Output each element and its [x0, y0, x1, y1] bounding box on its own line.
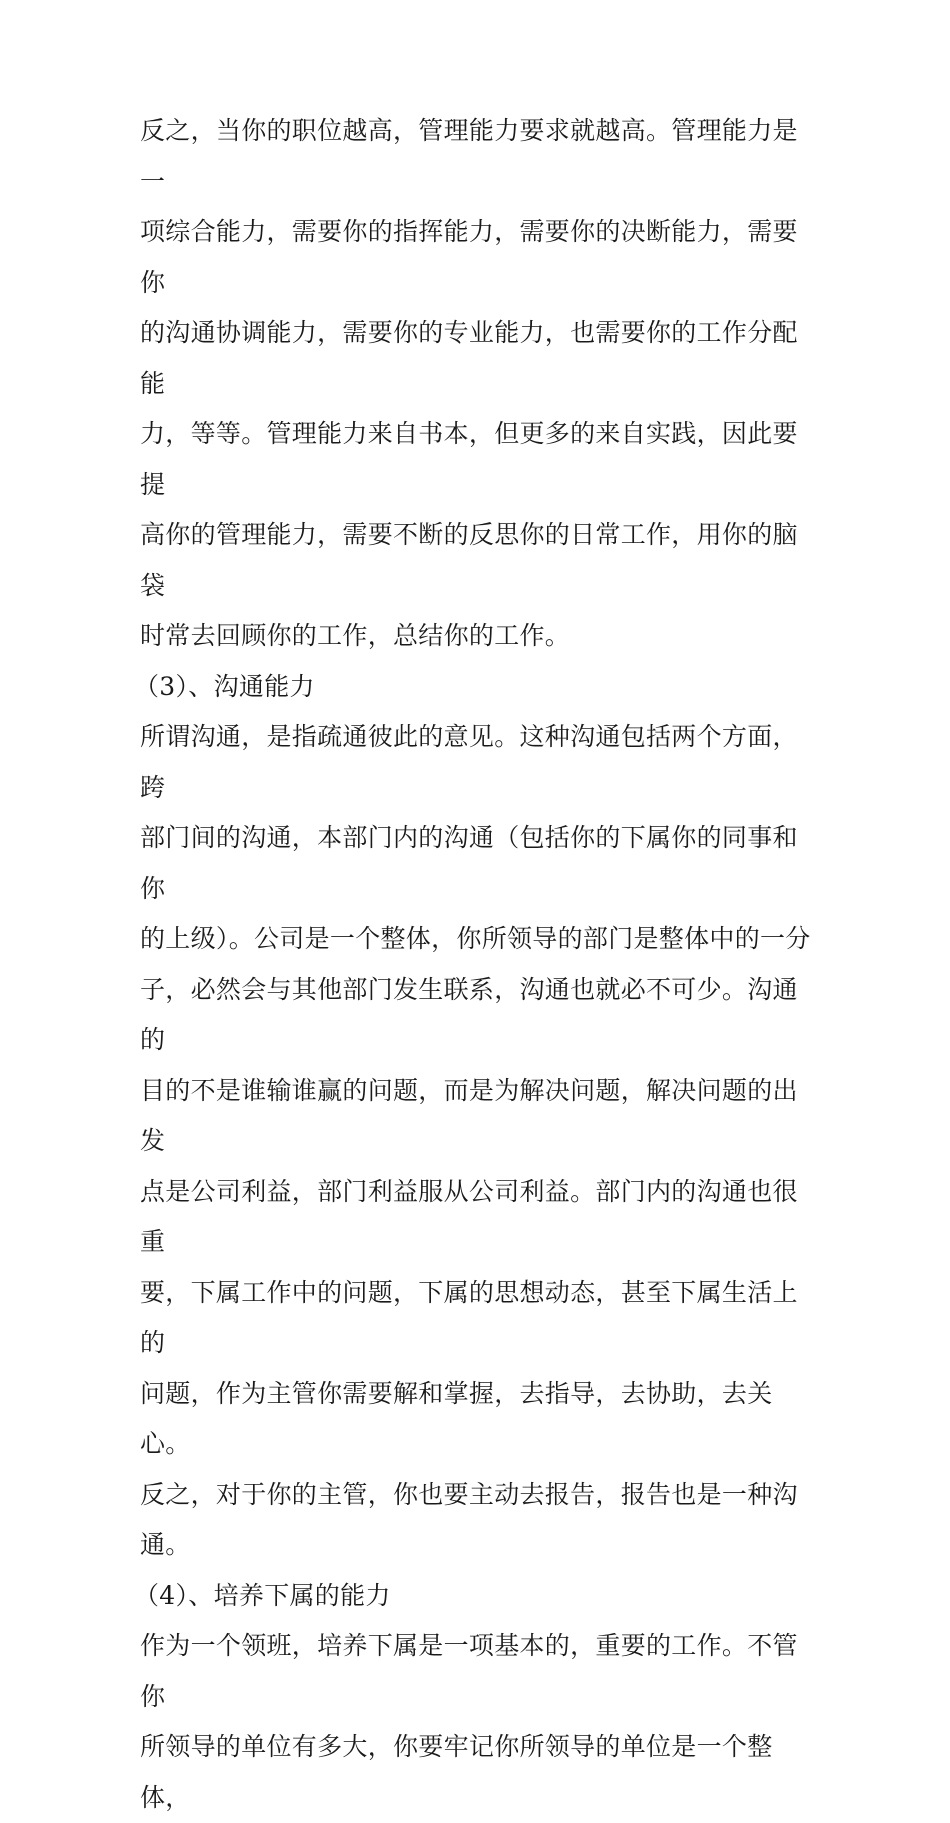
document-body	[134, 106, 820, 1823]
text-line: 目的不是谁输谁赢的问题，而是为解决问题，解决问题的出发	[140, 1075, 798, 1155]
text-line: 通。	[140, 1530, 191, 1559]
section-heading-communication: （3）、沟通能力	[134, 671, 315, 701]
text-line: 高你的管理能力，需要不断的反思你的日常工作，用你的脑袋	[140, 520, 798, 600]
text-line: 的上级）。公司是一个整体，你所领导的部门是整体中的一分	[140, 924, 811, 953]
text-line: 的沟通协调能力，需要你的专业能力，也需要你的工作分配能	[140, 318, 798, 398]
text-line: 作为一个领班，培养下属是一项基本的，重要的工作。不管你	[140, 1631, 798, 1711]
text-line: 反之，当你的职位越高，管理能力要求就越高。管理能力是一	[140, 116, 798, 196]
text-line: 点是公司利益，部门利益服从公司利益。部门内的沟通也很重	[140, 1176, 798, 1256]
text-line: 要，下属工作中的问题，下属的思想动态，甚至下属生活上的	[140, 1277, 798, 1357]
text-line: 子，必然会与其他部门发生联系，沟通也就必不可少。沟通的	[140, 974, 798, 1054]
text-line: 部门间的沟通，本部门内的沟通（包括你的下属你的同事和你	[140, 823, 798, 903]
text-line: 时常去回顾你的工作，总结你的工作。	[140, 621, 571, 650]
section-heading-training: （4）、培养下属的能力	[134, 1580, 391, 1610]
text-line: 项综合能力，需要你的指挥能力，需要你的决断能力，需要你	[140, 217, 798, 297]
text-line: 力，等等。管理能力来自书本，但更多的来自实践，因此要提	[140, 419, 798, 499]
text-line: 问题，作为主管你需要解和掌握，去指导，去协助，去关心。	[140, 1378, 773, 1458]
text-line: 所谓沟通，是指疏通彼此的意见。这种沟通包括两个方面，跨	[140, 722, 798, 802]
text-line: 反之，对于你的主管，你也要主动去报告，报告也是一种沟	[140, 1479, 798, 1509]
text-line: 所领导的单位有多大，你要牢记你所领导的单位是一个整体，	[140, 1732, 773, 1812]
